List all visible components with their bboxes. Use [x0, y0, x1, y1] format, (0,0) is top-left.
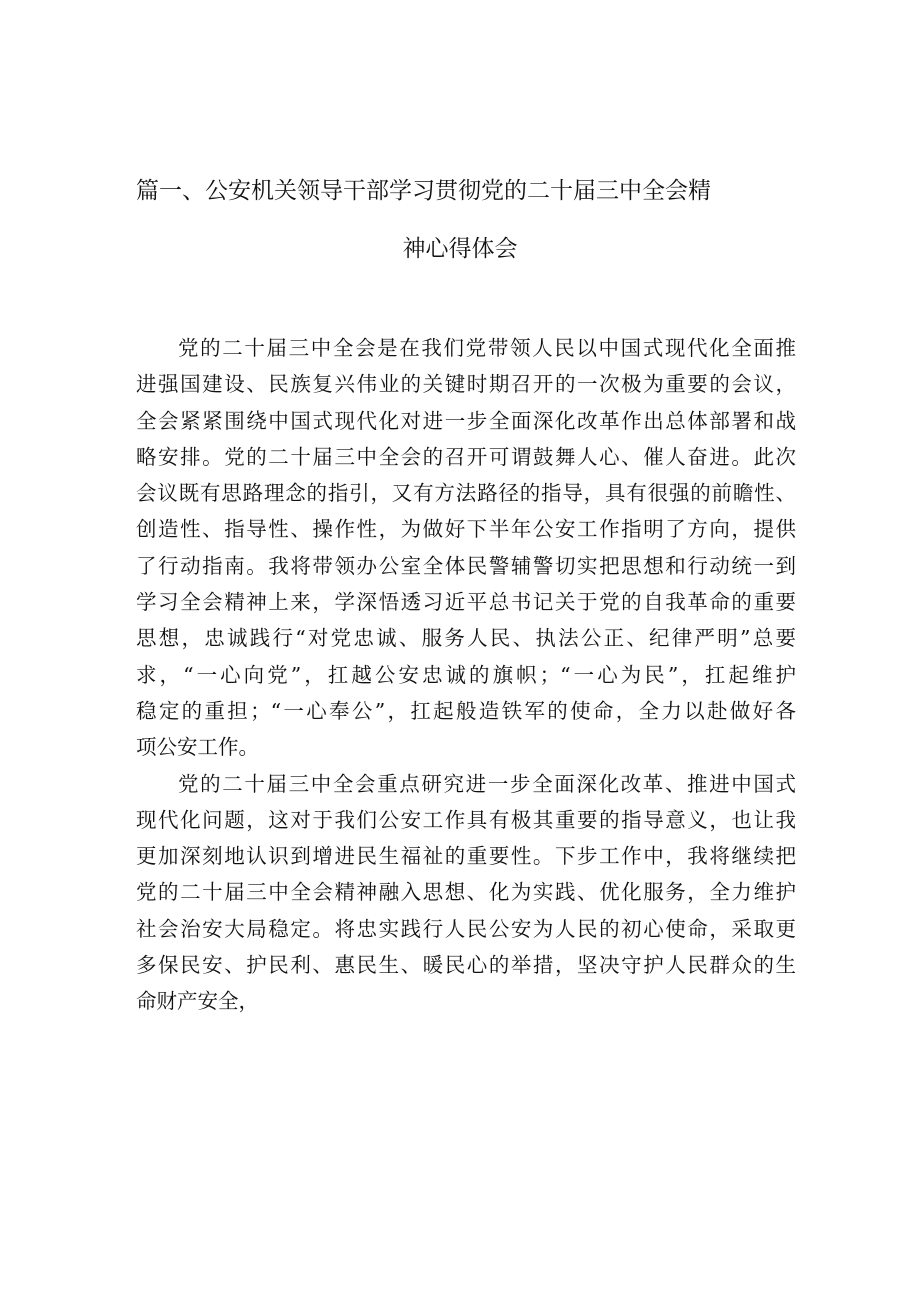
document-title-line-1: 篇一、公安机关领导干部学习贯彻党的二十届三中全会精 [136, 178, 711, 204]
paragraph-line: 多保民安、护民利、惠民生、暖民心的举措，坚决守护人民群众的生 [136, 953, 796, 978]
paragraph-line: 全会紧紧围绕中国式现代化对进一步全面深化改革作出总体部署和战 [136, 408, 796, 433]
paragraph-line: 进强国建设、民族复兴伟业的关键时期召开的一次极为重要的会议， [136, 372, 796, 397]
paragraph-line: 思想，忠诚践行“对党忠诚、服务人民、执法公正、纪律严明”总要 [136, 626, 796, 651]
paragraph-line: 党的二十届三中全会重点研究进一步全面深化改革、推进中国式 [178, 771, 796, 796]
paragraph-line: 了行动指南。我将带领办公室全体民警辅警切实把思想和行动统一到 [136, 553, 796, 578]
paragraph-line: 党的二十届三中全会是在我们党带领人民以中国式现代化全面推 [178, 336, 796, 360]
document-title-line-2: 神心得体会 [402, 236, 518, 262]
paragraph-line: 项公安工作。 [136, 735, 259, 760]
paragraph-line: 更加深刻地认识到增进民生福祉的重要性。下步工作中，我将继续把 [136, 844, 796, 869]
paragraph-line: 求，“一心向党”，扛越公安忠诚的旗帜；“一心为民”，扛起维护 [136, 662, 796, 687]
document-body [136, 330, 796, 1020]
paragraph-1 [136, 330, 796, 766]
paragraph-line: 命财产安全， [136, 989, 259, 1014]
paragraph-line: 现代化问题，这对于我们公安工作具有极其重要的指导意义，也让我 [136, 807, 796, 832]
paragraph-line: 稳定的重担；“一心奉公”，扛起般造铁军的使命，全力以赴做好各 [136, 698, 796, 723]
paragraph-line: 创造性、指导性、操作性，为做好下半年公安工作指明了方向，提供 [136, 517, 796, 542]
paragraph-line: 略安排。党的二十届三中全会的召开可谓鼓舞人心、催人奋进。此次 [136, 444, 796, 469]
paragraph-line: 党的二十届三中全会精神融入思想、化为实践、优化服务，全力维护 [136, 880, 796, 905]
paragraph-line: 会议既有思路理念的指引，又有方法路径的指导，具有很强的前瞻性、 [136, 481, 796, 506]
paragraph-2 [136, 766, 796, 1020]
paragraph-line: 学习全会精神上来，学深悟透习近平总书记关于党的自我革命的重要 [136, 590, 796, 615]
paragraph-line: 社会治安大局稳定。将忠实践行人民公安为人民的初心使命，采取更 [136, 916, 796, 941]
